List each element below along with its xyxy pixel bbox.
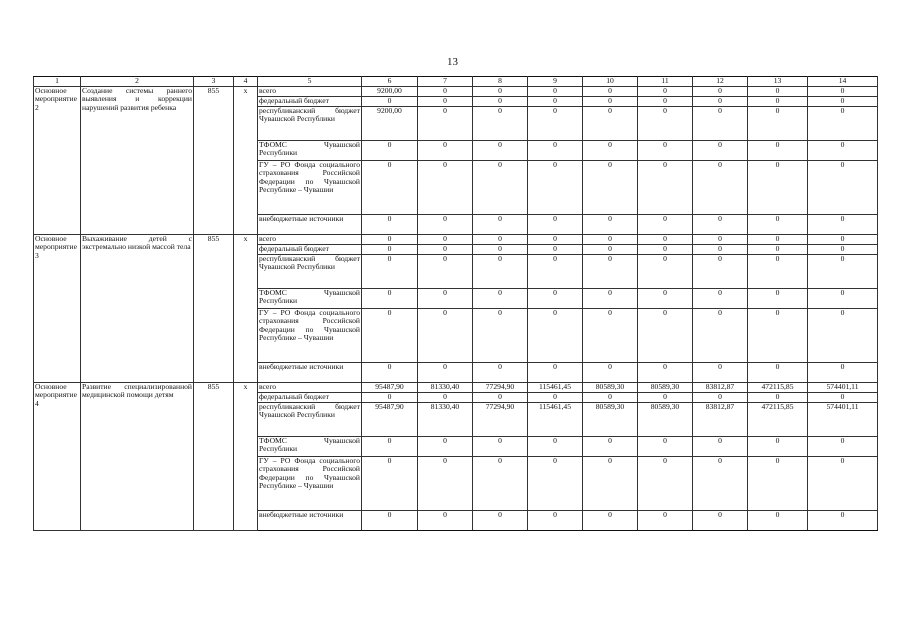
amount-cell: 0 (528, 140, 583, 160)
amount-cell: 0 (362, 254, 418, 288)
amount-cell: 0 (473, 214, 528, 234)
amount-cell: 0 (583, 160, 638, 214)
amount-cell: 0 (362, 140, 418, 160)
amount-cell: 0 (693, 510, 748, 530)
header-row (34, 77, 878, 87)
amount-cell: 0 (528, 362, 583, 382)
amount-cell: 0 (583, 254, 638, 288)
amount-cell: 95487,90 (362, 402, 418, 436)
amount-cell: 0 (362, 308, 418, 362)
amount-cell: 0 (583, 510, 638, 530)
amount-cell: 0 (748, 140, 808, 160)
amount-cell: 81330,40 (418, 402, 473, 436)
amount-cell: 0 (362, 214, 418, 234)
amount-cell: 0 (808, 234, 878, 244)
amount-cell: 0 (528, 86, 583, 96)
amount-cell: 115461,45 (528, 402, 583, 436)
amount-cell: 0 (808, 436, 878, 456)
amount-cell: 0 (362, 234, 418, 244)
amount-cell: 0 (748, 436, 808, 456)
amount-cell: 0 (418, 160, 473, 214)
amount-cell: 0 (693, 96, 748, 106)
amount-cell: 0 (693, 140, 748, 160)
amount-cell: 0 (418, 392, 473, 402)
table-row (34, 234, 878, 244)
amount-cell: 0 (748, 362, 808, 382)
amount-cell: 574401,11 (808, 402, 878, 436)
amount-cell: 0 (808, 160, 878, 214)
column-header: 4 (234, 77, 258, 87)
column-header: 6 (362, 77, 418, 87)
amount-cell: 0 (418, 234, 473, 244)
amount-cell: 0 (748, 234, 808, 244)
budget-code: 855 (194, 234, 234, 382)
amount-cell: 0 (583, 288, 638, 308)
amount-cell: 83812,87 (693, 402, 748, 436)
amount-cell: 0 (638, 86, 693, 96)
amount-cell: 0 (693, 456, 748, 510)
amount-cell: 95487,90 (362, 382, 418, 392)
amount-cell: 0 (418, 214, 473, 234)
amount-cell: 0 (693, 362, 748, 382)
amount-cell: 0 (693, 436, 748, 456)
amount-cell: 80589,30 (638, 402, 693, 436)
amount-cell: 0 (748, 214, 808, 234)
amount-cell: 0 (638, 140, 693, 160)
amount-cell: 0 (362, 96, 418, 106)
amount-cell: 77294,90 (473, 402, 528, 436)
amount-cell: 0 (583, 362, 638, 382)
amount-cell: 0 (693, 288, 748, 308)
amount-cell: 0 (638, 436, 693, 456)
amount-cell: 0 (528, 436, 583, 456)
amount-cell: 0 (473, 436, 528, 456)
amount-cell: 80589,30 (583, 382, 638, 392)
column-header: 11 (638, 77, 693, 87)
amount-cell: 0 (638, 96, 693, 106)
amount-cell: 0 (418, 140, 473, 160)
column-header: 1 (34, 77, 81, 87)
amount-cell: 0 (418, 96, 473, 106)
amount-cell: 0 (638, 234, 693, 244)
amount-cell: 0 (808, 244, 878, 254)
amount-cell: 0 (418, 106, 473, 140)
mark-cell: x (234, 86, 258, 234)
amount-cell: 0 (693, 160, 748, 214)
amount-cell: 0 (418, 456, 473, 510)
amount-cell: 0 (473, 106, 528, 140)
amount-cell: 0 (748, 254, 808, 288)
amount-cell: 0 (808, 106, 878, 140)
mark-cell: x (234, 382, 258, 530)
activity-name: Основное мероприятие 4 (34, 382, 81, 530)
amount-cell: 0 (693, 86, 748, 96)
amount-cell: 0 (583, 308, 638, 362)
amount-cell: 0 (418, 244, 473, 254)
amount-cell: 0 (748, 106, 808, 140)
column-header: 12 (693, 77, 748, 87)
amount-cell: 0 (693, 392, 748, 402)
amount-cell: 115461,45 (528, 382, 583, 392)
amount-cell: 77294,90 (473, 382, 528, 392)
amount-cell: 0 (528, 234, 583, 244)
amount-cell: 0 (808, 392, 878, 402)
amount-cell: 9200,00 (362, 106, 418, 140)
amount-cell: 0 (638, 288, 693, 308)
budget-code: 855 (194, 382, 234, 530)
funding-source: республиканский бюджет Чувашской Республики (258, 254, 362, 288)
amount-cell: 0 (583, 86, 638, 96)
activity-name: Основное мероприятие 2 (34, 86, 81, 234)
amount-cell: 0 (473, 288, 528, 308)
amount-cell: 0 (808, 86, 878, 96)
amount-cell: 0 (808, 140, 878, 160)
amount-cell: 0 (583, 106, 638, 140)
amount-cell: 0 (473, 362, 528, 382)
amount-cell: 0 (638, 308, 693, 362)
amount-cell: 0 (638, 456, 693, 510)
amount-cell: 0 (693, 254, 748, 288)
amount-cell: 81330,40 (418, 382, 473, 392)
funding-source: ТФОМС Чувашской Республики (258, 288, 362, 308)
amount-cell: 472115,85 (748, 382, 808, 392)
amount-cell: 0 (418, 288, 473, 308)
amount-cell: 0 (418, 308, 473, 362)
amount-cell: 0 (638, 254, 693, 288)
funding-source: ГУ – РО Фонда социального страхования Российской Федерации по Чувашской Республике – Чувашии (258, 456, 362, 510)
amount-cell: 80589,30 (638, 382, 693, 392)
funding-source: ТФОМС Чувашской Республики (258, 436, 362, 456)
amount-cell: 0 (808, 254, 878, 288)
amount-cell: 0 (528, 254, 583, 288)
amount-cell: 0 (583, 392, 638, 402)
activity-description: Выхаживание детей с экстремально низкой массой тела (81, 234, 194, 382)
amount-cell: 0 (808, 288, 878, 308)
activity-name: Основное мероприятие 3 (34, 234, 81, 382)
amount-cell: 0 (808, 456, 878, 510)
funding-table (33, 76, 878, 531)
amount-cell: 0 (808, 214, 878, 234)
amount-cell: 0 (583, 96, 638, 106)
amount-cell: 0 (528, 510, 583, 530)
funding-source: внебюджетные источники (258, 510, 362, 530)
amount-cell: 0 (748, 456, 808, 510)
column-header: 13 (748, 77, 808, 87)
amount-cell: 0 (362, 288, 418, 308)
amount-cell: 0 (748, 288, 808, 308)
amount-cell: 0 (748, 392, 808, 402)
column-header: 9 (528, 77, 583, 87)
amount-cell: 0 (583, 214, 638, 234)
funding-source: федеральный бюджет (258, 392, 362, 402)
page-number: 13 (447, 56, 458, 68)
amount-cell: 0 (638, 510, 693, 530)
amount-cell: 0 (808, 96, 878, 106)
funding-source: республиканский бюджет Чувашской Республики (258, 402, 362, 436)
amount-cell: 0 (418, 362, 473, 382)
amount-cell: 0 (473, 140, 528, 160)
amount-cell: 0 (638, 106, 693, 140)
amount-cell: 80589,30 (583, 402, 638, 436)
amount-cell: 0 (583, 234, 638, 244)
amount-cell: 0 (473, 254, 528, 288)
funding-source: федеральный бюджет (258, 244, 362, 254)
funding-source: всего (258, 234, 362, 244)
amount-cell: 0 (638, 392, 693, 402)
amount-cell: 0 (362, 392, 418, 402)
amount-cell: 0 (693, 244, 748, 254)
amount-cell: 0 (693, 308, 748, 362)
amount-cell: 0 (748, 160, 808, 214)
amount-cell: 0 (583, 244, 638, 254)
column-header: 14 (808, 77, 878, 87)
activity-description: Развитие специализированной медицинской помощи детям (81, 382, 194, 530)
funding-source: ГУ – РО Фонда социального страхования Российской Федерации по Чувашской Республике – Чувашии (258, 160, 362, 214)
column-header: 5 (258, 77, 362, 87)
amount-cell: 0 (808, 510, 878, 530)
amount-cell: 0 (473, 392, 528, 402)
amount-cell: 0 (362, 510, 418, 530)
amount-cell: 0 (583, 140, 638, 160)
column-header: 2 (81, 77, 194, 87)
amount-cell: 83812,87 (693, 382, 748, 392)
amount-cell: 0 (748, 86, 808, 96)
funding-source: республиканский бюджет Чувашской Республики (258, 106, 362, 140)
amount-cell: 0 (418, 510, 473, 530)
column-header: 10 (583, 77, 638, 87)
amount-cell: 0 (473, 510, 528, 530)
amount-cell: 0 (638, 362, 693, 382)
funding-source: внебюджетные источники (258, 214, 362, 234)
amount-cell: 0 (808, 362, 878, 382)
amount-cell: 0 (528, 308, 583, 362)
amount-cell: 0 (473, 234, 528, 244)
amount-cell: 0 (693, 106, 748, 140)
amount-cell: 0 (473, 456, 528, 510)
column-header: 7 (418, 77, 473, 87)
amount-cell: 0 (748, 308, 808, 362)
amount-cell: 0 (362, 436, 418, 456)
funding-source: всего (258, 382, 362, 392)
amount-cell: 0 (583, 456, 638, 510)
amount-cell: 0 (528, 214, 583, 234)
amount-cell: 0 (362, 244, 418, 254)
amount-cell: 0 (473, 86, 528, 96)
activity-description: Создание системы раннего выявления и коррекции нарушений развития ребенка (81, 86, 194, 234)
amount-cell: 0 (528, 160, 583, 214)
funding-source: внебюджетные источники (258, 362, 362, 382)
amount-cell: 0 (528, 106, 583, 140)
amount-cell: 9200,00 (362, 86, 418, 96)
funding-source: всего (258, 86, 362, 96)
amount-cell: 0 (418, 86, 473, 96)
amount-cell: 0 (473, 96, 528, 106)
amount-cell: 0 (473, 160, 528, 214)
table-row (34, 86, 878, 96)
amount-cell: 0 (473, 244, 528, 254)
amount-cell: 0 (528, 244, 583, 254)
table-row (34, 382, 878, 392)
amount-cell: 0 (583, 436, 638, 456)
amount-cell: 0 (748, 510, 808, 530)
budget-code: 855 (194, 86, 234, 234)
amount-cell: 0 (693, 214, 748, 234)
amount-cell: 0 (638, 244, 693, 254)
amount-cell: 0 (638, 160, 693, 214)
amount-cell: 0 (638, 214, 693, 234)
amount-cell: 0 (418, 254, 473, 288)
column-header: 3 (194, 77, 234, 87)
amount-cell: 0 (748, 96, 808, 106)
amount-cell: 0 (362, 362, 418, 382)
amount-cell: 0 (528, 96, 583, 106)
amount-cell: 0 (693, 234, 748, 244)
amount-cell: 472115,85 (748, 402, 808, 436)
amount-cell: 0 (748, 244, 808, 254)
amount-cell: 0 (362, 160, 418, 214)
amount-cell: 0 (528, 288, 583, 308)
amount-cell: 0 (362, 456, 418, 510)
funding-source: федеральный бюджет (258, 96, 362, 106)
amount-cell: 0 (808, 308, 878, 362)
mark-cell: x (234, 234, 258, 382)
amount-cell: 0 (418, 436, 473, 456)
funding-source: ТФОМС Чувашской Республики (258, 140, 362, 160)
amount-cell: 0 (528, 456, 583, 510)
funding-source: ГУ – РО Фонда социального страхования Российской Федерации по Чувашской Республике – Чувашии (258, 308, 362, 362)
column-header: 8 (473, 77, 528, 87)
amount-cell: 0 (473, 308, 528, 362)
amount-cell: 574401,11 (808, 382, 878, 392)
amount-cell: 0 (528, 392, 583, 402)
